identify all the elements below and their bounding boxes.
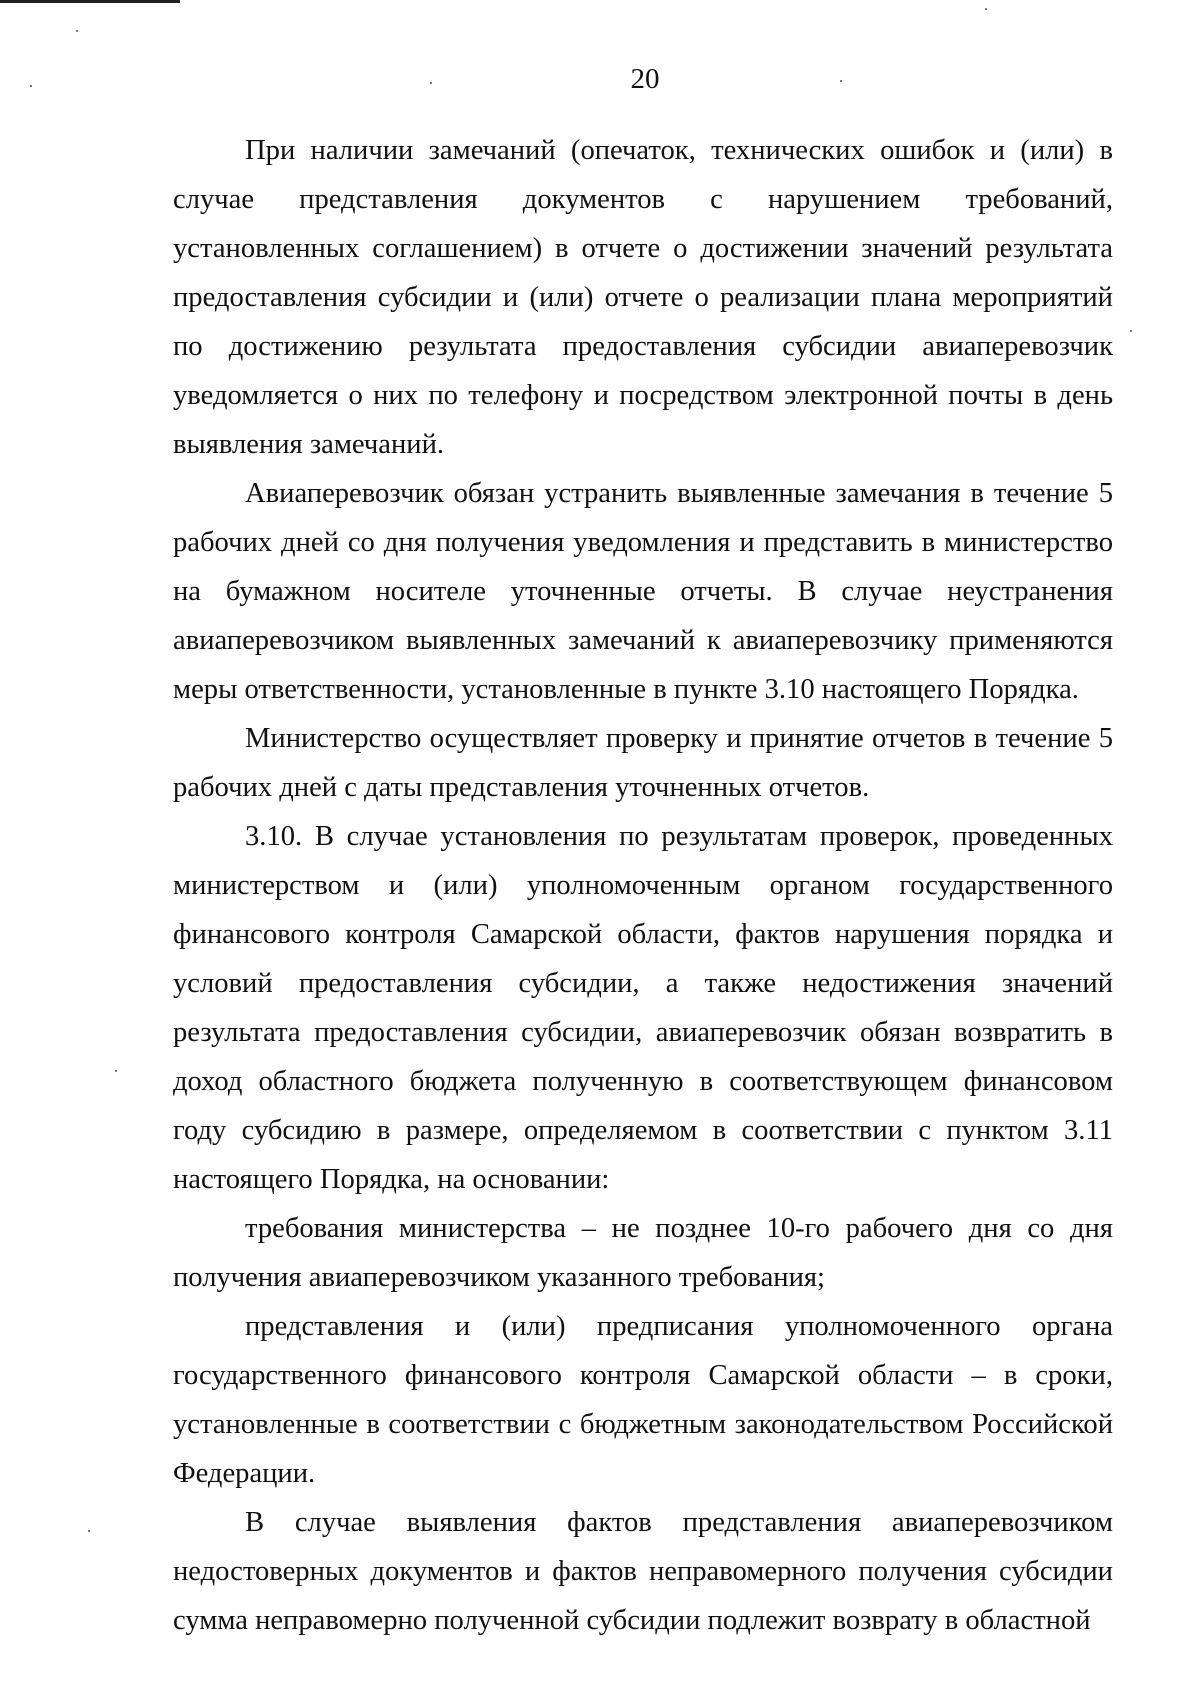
scan-speck <box>88 1530 90 1532</box>
scan-speck <box>840 80 842 82</box>
paragraph-false-documents: В случае выявления фактов представления авиаперевозчиком недостоверных документов и фактов неправомерного получения субсидии сумма неправомерно полученной субсидии подлежит возврату в областной <box>173 1507 1113 1636</box>
scan-speck <box>985 8 987 10</box>
page-number: 20 <box>630 63 660 95</box>
scan-border-mark <box>0 0 180 3</box>
paragraph-control-body-order: представления и (или) предписания уполномоченного органа государственного финансового контроля Самарской области – в сроки, установленные в соответствии с бюджетным законодательством Российской Федерации. <box>173 1311 1113 1489</box>
scan-speck <box>76 30 78 32</box>
paragraph-ministry-requirement: требования министерства – не позднее 10-го рабочего дня со дня получения авиаперевозчиком указанного требования; <box>173 1213 1113 1293</box>
scan-speck <box>430 82 432 84</box>
paragraph-section-3-10: 3.10. В случае установления по результатам проверок, проведенных министерством и (или) уполномоченным органом государственного финансового контроля Самарской области, фактов нарушения порядка и условий предоставления субсидии, а также недостижения значений результата предоставления субсидии, авиаперевозчик обязан возвратить в доход областного бюджета полученную в соответствующем финансовом году субсидию в размере, определяемом в соответствии с пунктом 3.11 настоящего Порядка, на основании: <box>173 821 1113 1195</box>
scan-speck <box>115 1070 117 1072</box>
paragraph-ministry-check: Министерство осуществляет проверку и принятие отчетов в течение 5 рабочих дней с даты представления уточненных отчетов. <box>173 723 1113 803</box>
scan-speck <box>1130 330 1132 332</box>
document-body <box>173 126 1113 1645</box>
scan-speck <box>30 85 32 87</box>
paragraph-remarks: При наличии замечаний (опечаток, технических ошибок и (или) в случае представления документов с нарушением требований, установленных соглашением) в отчете о достижении значений результата предоставления субсидии и (или) отчете о реализации плана мероприятий по достижению результата предоставления субсидии авиаперевозчик уведомляется о них по телефону и посредством электронной почты в день выявления замечаний. <box>173 135 1113 460</box>
paragraph-carrier-obligation: Авиаперевозчик обязан устранить выявленные замечания в течение 5 рабочих дней со дня получения уведомления и представить в министерство на бумажном носителе уточненные отчеты. В случае неустранения авиаперевозчиком выявленных замечаний к авиаперевозчику применяются меры ответственности, установленные в пункте 3.10 настоящего Порядка. <box>173 478 1113 705</box>
